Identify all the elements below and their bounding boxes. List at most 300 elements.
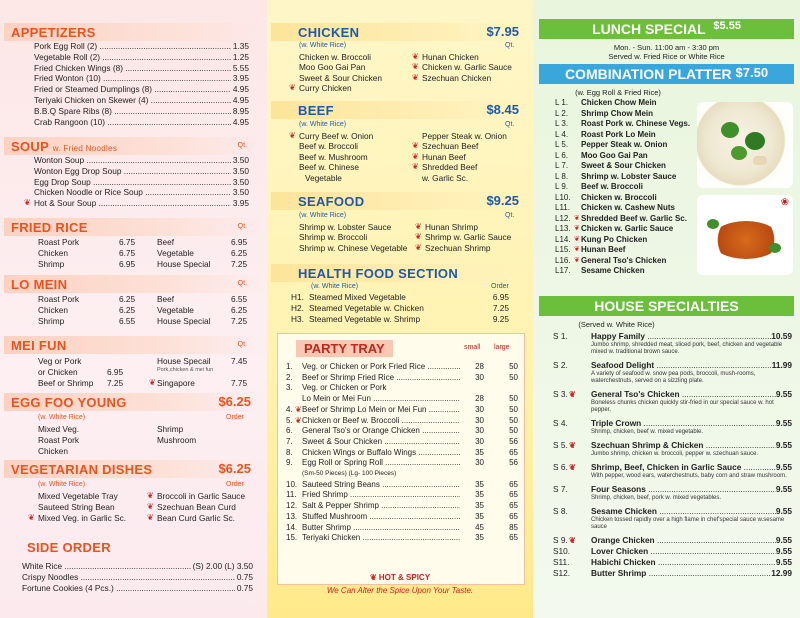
item-name: Fried Wonton (10) ..... (34, 73, 231, 84)
vegetarian-header (4, 460, 263, 478)
small-price: 30 (475, 426, 484, 436)
combo-item (555, 256, 710, 267)
list-item: Chicken w. Broccoli (299, 52, 371, 62)
list-item: ❦ Szechuan Bean Curd (147, 501, 236, 512)
item-price: 6.55 (119, 316, 136, 326)
item-price: 6.25 (119, 305, 136, 315)
hot-spicy-legend: ❦ HOT & SPICY (369, 573, 431, 582)
list-item: ❦ Szechuan Beef (412, 141, 479, 152)
item-name: Roast Pork w. Chinese Vegs. (581, 119, 691, 128)
beef-price: $8.45 (486, 102, 519, 117)
item-description: Jumbo shrimp, shredded meat, sliced pork, beef, chicken and vegetable mixed w. traditional brown sauce. (591, 342, 783, 355)
list-item: ❦ Szechuan Chicken (412, 72, 492, 83)
item-name: General Tso's or Orange Chicken ..... (302, 426, 460, 437)
egg-foo-young-header (4, 393, 263, 411)
small-price: 35 (475, 533, 484, 543)
item-name: Steamed Vegetable w. Shrimp (309, 313, 421, 324)
menu-item (24, 198, 249, 209)
item-price: 9.55 (775, 389, 792, 399)
spice-note: We Can Alter the Spice Upon Your Taste. (326, 586, 474, 595)
item-code: L 3. (555, 119, 569, 128)
item-name: Szechuan Shrimp & Chicken ..... (591, 440, 776, 451)
item-price: 6.95 (231, 237, 248, 247)
mei-fun-qt: Qt. (237, 341, 247, 348)
large-price: 50 (509, 362, 518, 371)
item-description: Jumbo shrimp, chicken w. broccoli, pepper w. szechuan sauce. (591, 451, 759, 457)
soup-header (4, 137, 263, 155)
large-price (484, 383, 518, 394)
house-item (553, 484, 792, 502)
item-name: Butter Shrimp ..... (302, 523, 460, 534)
menu-item (34, 84, 249, 95)
egg-foo-young-right (157, 424, 196, 446)
item-code: 4. (286, 404, 293, 414)
item-name: Chicken w. Garlic Sauce (581, 224, 674, 233)
item-name: Fried Shrimp ..... (302, 490, 460, 501)
health-title: HEALTH FOOD SECTION (298, 265, 459, 281)
item-name: Hunan Beef (581, 245, 626, 254)
item-name: Fortune Cookies (4 Pcs.) ..... (22, 583, 235, 594)
combo-item (555, 109, 710, 120)
broccoli-piece (731, 146, 747, 160)
item-price: 9.55 (775, 557, 792, 567)
combo-item (555, 119, 710, 130)
item-name: Orange Chicken ..... (591, 535, 776, 546)
menu-item (34, 52, 249, 63)
item-name: Wonton Egg Drop Soup ..... (34, 166, 231, 177)
house-item-row (553, 360, 792, 371)
large-price: 65 (509, 501, 518, 511)
combo-item (555, 266, 710, 277)
combination-note: (w. Egg Roll & Fried Rice) (575, 88, 661, 97)
item-price: 11.99 (771, 360, 792, 370)
item-name: Vegetable (157, 248, 194, 258)
soup-list (24, 155, 249, 209)
house-item (553, 389, 792, 414)
item-code: 8. (286, 447, 293, 457)
list-item: Beef w. Broccoli (299, 141, 359, 152)
combo-item (555, 193, 710, 204)
item-name: Lo Mein or Mei Fun ..... (302, 394, 460, 405)
item-price: 6.75 (119, 248, 136, 258)
item-name: Habichi Chicken ..... (591, 557, 776, 568)
broccoli-piece (721, 122, 739, 138)
item-price: 9.55 (775, 418, 792, 428)
house-item-row (553, 389, 792, 400)
item-code: 5. (286, 415, 293, 425)
mei-fun-list (38, 356, 248, 388)
party-item (286, 458, 518, 469)
item-name: Egg Drop Soup ..... (34, 177, 231, 188)
combo-item (555, 235, 710, 246)
item-name: Seafood Delight ..... (591, 360, 772, 371)
list-item: ❦ Hunan Chicken (412, 52, 479, 62)
item-name: Chicken (38, 305, 68, 315)
grid-row (38, 305, 249, 316)
grid-row (38, 248, 249, 259)
item-code: S11. (553, 557, 570, 567)
item-code: L14. (555, 234, 571, 244)
house-item (553, 331, 792, 356)
item-name: Happy Family ..... (591, 331, 771, 342)
house-item (553, 462, 792, 480)
list-item: ❦ Shrimp w. Garlic Sauce (415, 232, 512, 243)
party-item (286, 437, 518, 448)
side-order-header (20, 538, 263, 556)
list-item: ❦ Chicken w. Garlic Sauce (412, 62, 512, 73)
lo-mein-qt: Qt. (237, 280, 247, 287)
list-item: Mixed Veg. (38, 424, 80, 434)
house-note: (Served w. White Rice) (578, 320, 655, 329)
item-name: Vegetable Roll (2) ..... (34, 52, 231, 63)
chicken-left (289, 52, 383, 94)
item-name: Triple Crown ..... (591, 418, 776, 429)
large-price: 50 (509, 372, 518, 382)
item-name: Teriyaki Chicken ..... (302, 533, 460, 544)
item-description: Shrimp, chicken, beef, pork w. mixed vegetables. (591, 495, 722, 501)
chicken-qt: Qt. (505, 42, 515, 49)
item-name: Beef or Shrimp Fried Rice ..... (302, 373, 460, 384)
party-item (286, 373, 518, 384)
menu-item (22, 572, 253, 583)
item-description: A variety of seafood w. snow pea pods, broccoli, mush-rooms, waterchestnuts, served on a sizzling plate. (591, 371, 756, 384)
hot-pepper-icon: ❦ (412, 62, 419, 72)
item-price: 0.75 (236, 571, 253, 582)
list-item: Shrimp (157, 424, 184, 434)
party-item (286, 383, 518, 394)
seafood-note: (w. White Rice) (299, 212, 347, 219)
item-code: 15. (286, 533, 298, 543)
item-price: 4.95 (232, 94, 249, 105)
hot-pepper-icon: ❦ (412, 151, 419, 161)
item-price: 3.50 (232, 187, 249, 198)
item-code: 9. (286, 458, 293, 468)
list-item: Chicken (38, 445, 68, 456)
beef-right (412, 131, 507, 183)
vegetarian-title: VEGETARIAN DISHES (11, 461, 153, 477)
combo-item (555, 172, 710, 183)
hot-pepper-icon: ❦ (412, 52, 419, 61)
house-item (553, 506, 792, 531)
item-name: General Tso's Chicken ..... (591, 389, 776, 400)
house-item-row (553, 557, 792, 568)
item-price: 5.55 (232, 62, 249, 73)
item-price: 10.59 (771, 331, 792, 341)
combo-item (555, 161, 710, 172)
mei-fun-header (4, 336, 263, 354)
item-code: L 2. (555, 108, 569, 118)
item-name: Teriyaki Chicken on Skewer (4) ..... (34, 95, 231, 106)
item-price: 7.25 (231, 316, 248, 326)
small-price: 45 (475, 522, 484, 532)
combo-item (555, 224, 710, 235)
hot-pepper-icon: ❦ (24, 198, 31, 208)
item-name: Steamed Mixed Vegetable (309, 292, 406, 302)
lunch-served: Served w. Fried Rice or White Rice (608, 52, 725, 61)
hot-pepper-icon: ❦ (28, 512, 35, 522)
item-name: Sesame Chicken ..... (591, 506, 776, 517)
hot-pepper-icon: ❦ (574, 214, 580, 222)
list-item: Shrimp w. Broccoli (299, 232, 368, 243)
food-photo-broccoli (697, 102, 793, 188)
item-price: 9.55 (775, 546, 792, 556)
item-price: 9.55 (775, 506, 792, 516)
item-price: 9.25 (492, 313, 509, 324)
house-item (553, 535, 792, 546)
small-price: 35 (475, 511, 484, 521)
list-item: Shrimp w. Lobster Sauce (299, 222, 392, 232)
mei-fun-item: or Chicken 6.95 Pork,chicken & mei fun (38, 366, 214, 377)
hot-pepper-icon: ❦ (415, 232, 422, 242)
menu-item (34, 106, 249, 117)
party-tray-list (286, 362, 518, 544)
orange-chicken (711, 221, 781, 259)
item-price: 6.25 (231, 248, 248, 258)
combo-item (555, 182, 710, 193)
hot-pepper-icon: ❦ (574, 235, 580, 243)
seafood-title: SEAFOOD (298, 193, 365, 209)
fried-rice-header (4, 218, 263, 236)
beef-header (271, 101, 529, 119)
appetizers-title: APPETIZERS (11, 24, 96, 40)
list-item: ❦ Szechuan Shrimp (415, 242, 491, 253)
item-code: L16. (555, 255, 571, 265)
house-item-row (553, 331, 792, 342)
large-price: 65 (509, 447, 518, 457)
item-name: Chicken w. Cashew Nuts (581, 203, 675, 212)
item-price: 9.55 (775, 440, 792, 450)
combo-item (555, 140, 710, 151)
item-code: 10. (286, 479, 298, 489)
menu-item (34, 117, 249, 128)
menu-item (34, 187, 249, 198)
large-price: 85 (509, 522, 518, 532)
item-code: 3. (286, 383, 293, 393)
egg-foo-young-price: $6.25 (218, 394, 251, 409)
item-code: 14. (286, 522, 298, 532)
item-name: Veg. or Chicken or Pork (302, 383, 387, 393)
hot-pepper-icon: ❦ (147, 491, 154, 500)
small-price: 30 (475, 372, 484, 382)
item-price: 7.25 (492, 302, 509, 313)
party-item (286, 523, 518, 534)
item-code: L 8. (555, 171, 569, 181)
item-code: 12. (286, 501, 298, 511)
menu-item (22, 561, 253, 572)
item-name: Sesame Chicken (581, 266, 645, 275)
list-item: Mushroom (157, 434, 197, 445)
small-price: 30 (475, 404, 484, 414)
small-price: 28 (475, 394, 484, 404)
item-name: Wonton Soup ..... (34, 155, 231, 166)
large-price: 65 (509, 490, 518, 500)
menu-item (34, 95, 249, 106)
item-code: H2. (291, 302, 304, 313)
item-price: 9.55 (775, 462, 792, 472)
menu-item (34, 177, 249, 188)
item-name: Stuffed Mushroom ..... (302, 512, 460, 523)
health-item (291, 292, 509, 303)
item-code: 7. (286, 436, 293, 446)
house-item (553, 546, 792, 557)
item-code: S 5. (553, 440, 568, 450)
list-item: ❦ Hunan Shrimp (415, 222, 479, 232)
item-code: S 8. (553, 506, 568, 516)
fried-rice-grid (38, 237, 249, 270)
house-item-row (553, 568, 792, 579)
party-item (286, 362, 518, 373)
item-name: Salt & Pepper Shrimp ..... (302, 501, 460, 512)
fried-rice-qt: Qt. (237, 223, 247, 230)
broccoli-piece (769, 243, 781, 253)
egg-foo-young-note: (w. White Rice) (38, 414, 86, 421)
large-price (484, 469, 518, 480)
house-item (553, 557, 792, 568)
seafood-price: $9.25 (486, 193, 519, 208)
list-item: ❦ Hunan Beef (412, 151, 466, 162)
item-code: L11. (555, 203, 570, 212)
item-name: Shrimp (38, 316, 65, 326)
vegetarian-order: Order (226, 481, 244, 488)
item-price: (S) 2.00 (L) 3.50 (192, 561, 253, 571)
fried-rice-title: FRIED RICE (11, 219, 88, 235)
item-code: L15. (555, 245, 571, 254)
item-name: Shrimp (38, 259, 65, 269)
party-small-label: small (464, 344, 481, 351)
chicken-note: (w. White Rice) (299, 42, 347, 49)
list-item: ❦ Bean Curd Garlic Sc. (147, 512, 235, 523)
large-price: 65 (509, 533, 518, 543)
item-name: House Special (157, 259, 211, 269)
item-price: 3.50 (232, 165, 249, 176)
combination-list (555, 98, 710, 277)
vegetarian-price: $6.25 (218, 461, 251, 476)
party-item (286, 405, 518, 416)
combination-header (539, 64, 794, 84)
small-price (460, 469, 484, 480)
hot-pepper-icon: ❦ (574, 246, 580, 253)
small-price: 35 (475, 490, 484, 500)
menu-item (34, 63, 249, 74)
item-name: Moo Goo Gai Pan (581, 150, 648, 160)
item-code: L17. (555, 266, 571, 275)
appetizers-header (4, 23, 263, 41)
party-item (286, 416, 518, 427)
middle-column (267, 0, 533, 618)
mei-fun-title: MEI FUN (11, 337, 67, 353)
item-price: 6.95 (119, 259, 136, 269)
item-name: Lover Chicken ..... (591, 546, 776, 557)
item-price: 4.95 (232, 84, 249, 95)
left-column (0, 0, 267, 618)
grid-row (38, 316, 249, 327)
item-price: 0.75 (236, 582, 253, 593)
hot-pepper-icon: ❦ (369, 573, 377, 582)
item-code: 11. (286, 490, 297, 500)
grid-row (38, 237, 249, 248)
item-code: L 5. (555, 140, 569, 149)
chicken-piece (753, 156, 767, 165)
hot-pepper-icon: ❦ (412, 72, 419, 82)
item-code (286, 469, 302, 480)
item-name: Kung Po Chicken (581, 234, 648, 244)
party-item (286, 469, 518, 480)
item-name: White Rice ..... (22, 561, 191, 572)
item-code: 13. (286, 511, 298, 521)
hot-pepper-icon: ❦ (569, 463, 576, 472)
item-code: S 6. (553, 462, 568, 472)
seafood-right (415, 222, 512, 253)
house-list (553, 331, 792, 579)
item-price: 9.55 (775, 535, 792, 545)
item-name: B.B.Q Spare Ribs (8) ..... (34, 106, 231, 117)
broccoli-piece (707, 219, 719, 229)
list-item: ❦ Broccoli in Garlic Sauce (147, 491, 246, 501)
item-name: Egg Roll or Spring Roll ..... (302, 458, 460, 469)
health-item (291, 314, 509, 325)
small-price: 28 (475, 362, 484, 371)
small-price (460, 383, 484, 394)
hot-pepper-icon: ❦ (147, 512, 154, 522)
item-name: Chicken (38, 248, 68, 258)
hot-pepper-icon: ❦ (415, 222, 422, 231)
item-name: Beef (157, 294, 175, 304)
party-item (286, 480, 518, 491)
hot-pepper-icon: ❦ (415, 242, 422, 252)
hot-pepper-icon: ❦ (569, 390, 576, 399)
item-name: Crispy Noodles ..... (22, 572, 235, 583)
item-name: Vegetable (157, 305, 194, 315)
item-code: S12. (553, 568, 571, 578)
item-price: 3.50 (232, 155, 249, 165)
mei-fun-item: Beef or Shrimp 7.25 ❦ Singapore 7.75 (38, 377, 248, 388)
item-code: L10. (555, 192, 571, 202)
health-note: (w. White Rice) (311, 283, 359, 290)
lo-mein-title: LO MEIN (11, 276, 68, 292)
party-item (286, 394, 518, 405)
house-item-row (553, 546, 792, 557)
hot-pepper-icon: ❦ (574, 256, 580, 264)
item-name: Fried Chicken Wings (8) ..... (34, 63, 231, 74)
list-item: Moo Goo Gai Pan (299, 62, 366, 73)
party-item (286, 512, 518, 523)
house-item (553, 440, 792, 458)
house-item-row (553, 418, 792, 429)
item-name: Chicken Chow Mein (581, 98, 657, 107)
egg-foo-young-left (38, 424, 79, 456)
house-item (553, 568, 792, 579)
menu-item (34, 166, 249, 177)
large-price: 50 (509, 426, 518, 436)
large-price: 65 (509, 479, 518, 489)
large-price: 56 (509, 458, 518, 468)
small-price: 30 (475, 436, 484, 446)
house-item-row (553, 484, 792, 495)
seafood-qt: Qt. (505, 212, 515, 219)
item-name: Beef (157, 237, 175, 247)
item-code: L13. (555, 224, 571, 233)
list-item: Mixed Vegetable Tray (38, 491, 118, 501)
health-header (271, 264, 529, 282)
lunch-hours: Mon. - Sun. 11:00 am - 3:30 pm (613, 43, 720, 52)
list-item: Pepper Steak w. Onion (422, 131, 507, 141)
item-price: 3.95 (232, 73, 249, 84)
house-item-row (553, 535, 792, 546)
item-name: Sweet & Sour Chicken (581, 161, 666, 170)
item-code: S 9. (553, 535, 568, 545)
list-item: Roast Pork (38, 434, 80, 445)
combo-item (555, 203, 710, 214)
